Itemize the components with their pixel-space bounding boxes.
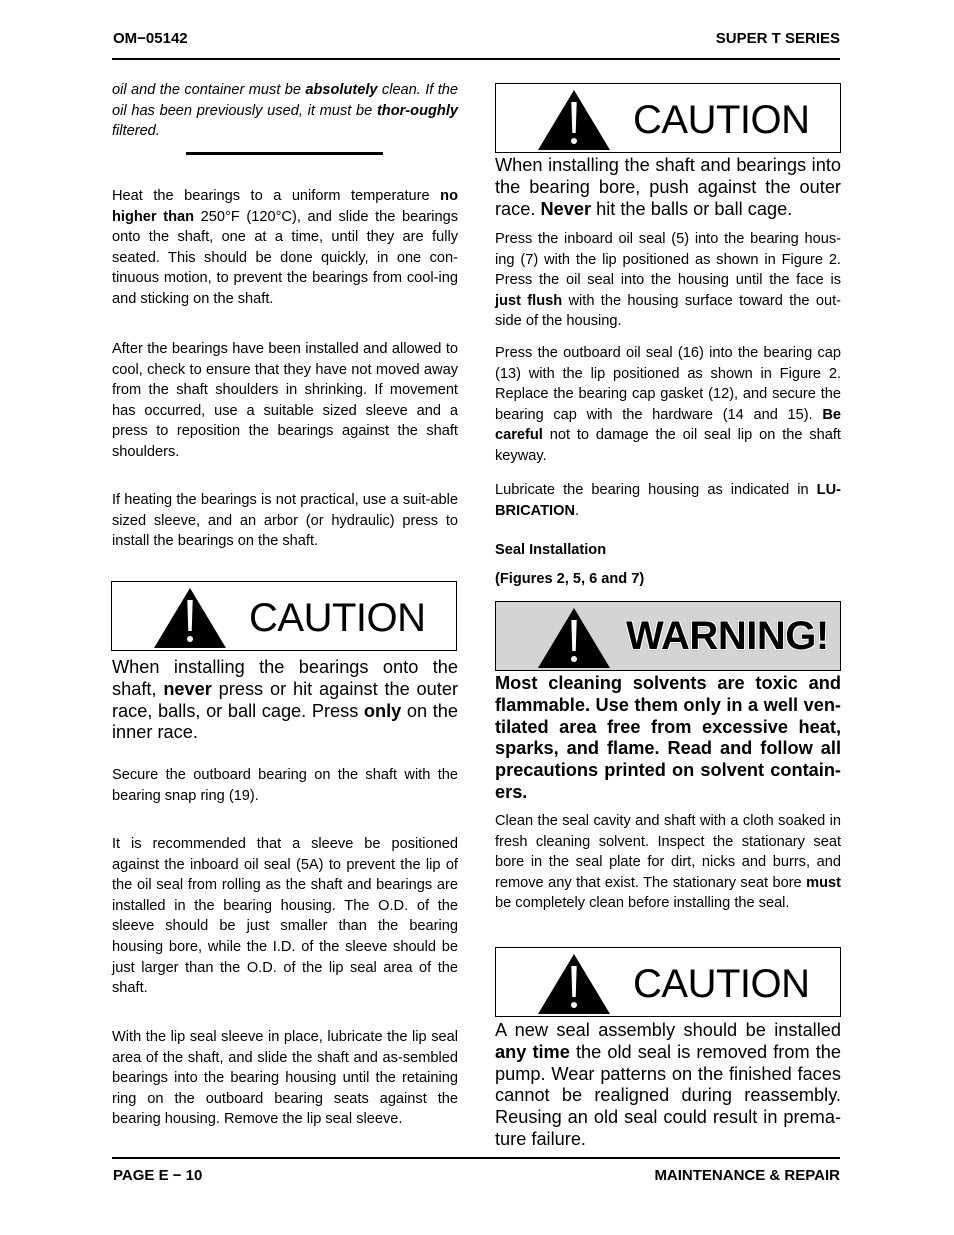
caution-text-left: When installing the bearings onto the shaft, never press or hit against the outer race, balls, or ball cage. Press only on the inner race. — [112, 657, 458, 743]
lubricate-paragraph: Lubricate the bearing housing as indicated in LU-BRICATION. — [495, 482, 841, 519]
caution-word: CAUTION — [633, 962, 810, 1006]
exclamation-triangle-icon — [536, 952, 612, 1016]
outboard-seal-paragraph: Press the outboard oil seal (16) into the bearing cap (13) with the lip positioned as shown in Figure 2. Replace the bearing cap gasket (12), and secure the bearing cap with the hardware (14 and 15). Be careful not to damage the oil seal lip on the shaft keyway. — [495, 345, 841, 464]
cool-check-paragraph: After the bearings have been installed and allowed to cool, check to ensure that they have not moved away from the shaft shoulders in shrinking. If movement has occurred, use a suitable sized sleeve and a press to reposition the bearings against the shaft shoulders. — [112, 341, 458, 460]
clean-seal-cavity-paragraph: Clean the seal cavity and shaft with a cloth soaked in fresh cleaning solvent. Inspect the stationary seat bore in the seal plate for dirt, nicks and burrs, and remove any that exist. The stationary seat bore must be completely clean before installing the seal. — [495, 813, 841, 912]
caution-text-right-top: When installing the shaft and bearings into the bearing bore, push against the outer race. Never hit the balls or ball cage. — [495, 155, 841, 219]
series-title: SUPER T SERIES — [715, 30, 840, 47]
warning-word: WARNING! — [626, 614, 829, 658]
seal-installation-heading: Seal Installation — [495, 542, 607, 558]
caution-banner-left — [111, 581, 457, 651]
document-number: OM−05142 — [113, 30, 188, 47]
lip-seal-sleeve-paragraph: With the lip seal sleeve in place, lubricate the lip seal area of the shaft, and slide the shaft and as-sembled bearings into the bearing housing until the retaining ring on the outboard bearing seats against the bearing housing. Remove the lip seal sleeve. — [112, 1029, 458, 1128]
warning-banner — [495, 601, 841, 671]
caution-word: CAUTION — [633, 98, 810, 142]
caution-banner-right-top — [495, 83, 841, 153]
section-divider — [186, 152, 383, 155]
caution-word: CAUTION — [249, 596, 426, 640]
figures-reference-heading: (Figures 2, 5, 6 and 7) — [495, 571, 645, 587]
intro-paragraph: oil and the container must be absolutely clean. If the oil has been previously used, it must be thor-oughly filtered. — [112, 82, 458, 140]
snap-ring-paragraph: Secure the outboard bearing on the shaft with the bearing snap ring (19). — [112, 767, 458, 804]
exclamation-triangle-icon — [536, 88, 612, 152]
section-title: MAINTENANCE & REPAIR — [654, 1167, 840, 1184]
sleeve-press-paragraph: If heating the bearings is not practical, use a suit-able sized sleeve, and an arbor (or hydraulic) press to install the bearings on the shaft. — [112, 492, 458, 550]
page-footer — [113, 1167, 840, 1189]
header-rule — [112, 58, 840, 60]
footer-rule — [112, 1157, 840, 1159]
caution-banner-right-bottom — [495, 947, 841, 1017]
inboard-seal-paragraph: Press the inboard oil seal (5) into the bearing hous-ing (7) with the lip positioned as shown in Figure 2. Press the oil seal into the housing until the face is just flush with the housing surface toward the out-side of the housing. — [495, 231, 841, 330]
warning-text: Most cleaning solvents are toxic and flammable. Use them only in a well ven-tilated area free from excessive heat, sparks, and flame. Read and follow all precautions printed on solvent contain-ers. — [495, 673, 841, 802]
caution-text-right-bottom: A new seal assembly should be installed any time the old seal is removed from the pump. Wear patterns on the finished faces cannot be realigned during reassembly. Reusing an old seal could result in prema-ture failure. — [495, 1020, 842, 1149]
page-header — [113, 30, 840, 52]
page-number: PAGE E − 10 — [113, 1167, 203, 1184]
sleeve-recommendation-paragraph: It is recommended that a sleeve be positioned against the inboard oil seal (5A) to prevent the lip of the oil seal from rolling as the shaft and bearings are installed in the bearing housing. The O.D. of the sleeve should be just smaller than the bearing housing bore, while the I.D. of the sleeve should be just larger than the O.D. of the lip seal area of the shaft. — [112, 836, 458, 997]
heat-bearings-paragraph: Heat the bearings to a uniform temperature no higher than 250°F (120°C), and slide the bearings onto the shaft, one at a time, until they are fully seated. This should be done quickly, in one con-tinuous motion, to prevent the bearings from cool-ing and sticking on the shaft. — [112, 188, 458, 307]
exclamation-triangle-icon — [536, 606, 612, 670]
exclamation-triangle-icon — [152, 586, 228, 650]
